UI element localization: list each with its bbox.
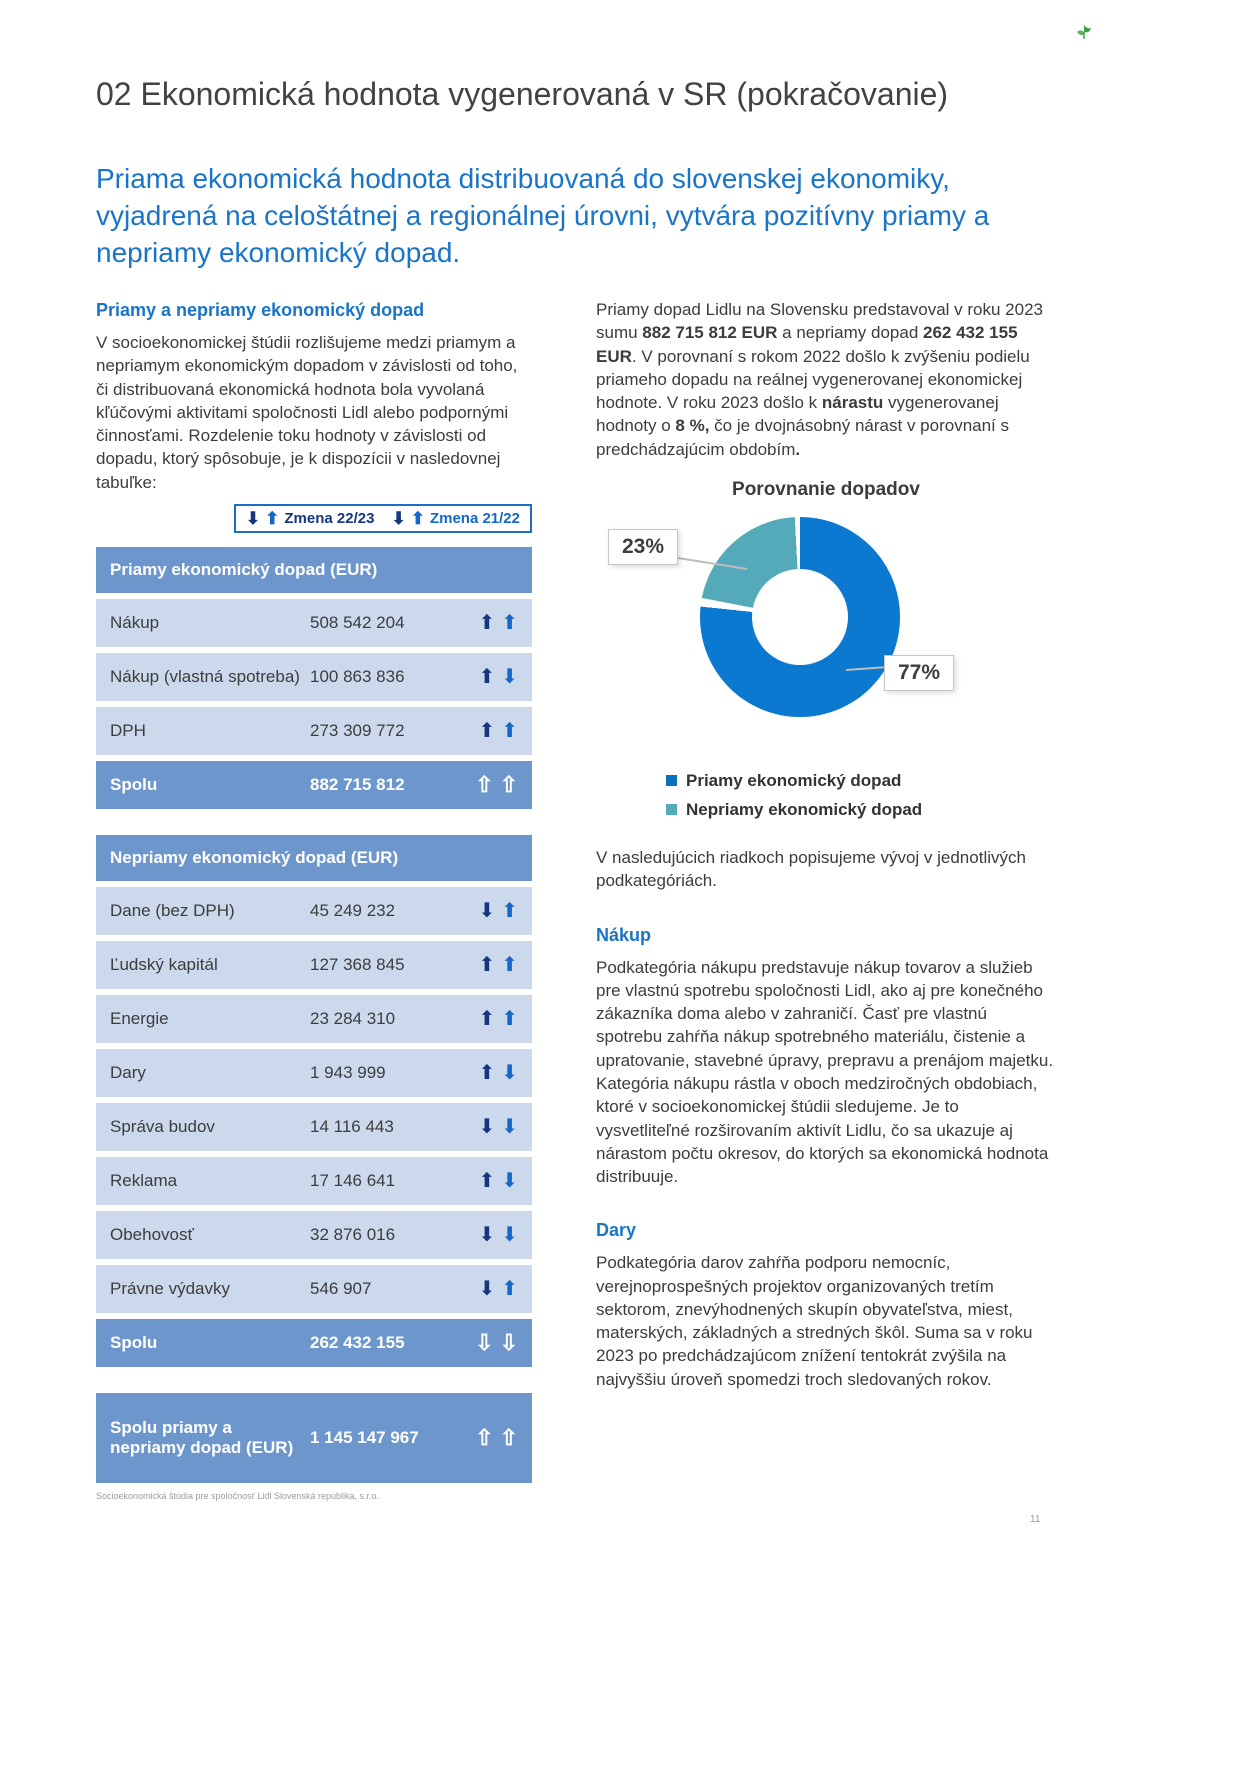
table-row	[96, 887, 532, 935]
row-value: 882 715 812	[310, 774, 405, 794]
change-2223-arrow-icon: ⬆	[478, 1169, 496, 1192]
table-row	[96, 1049, 532, 1097]
legend-label: Priamy ekonomický dopad	[686, 770, 902, 790]
page-title: 02 Ekonomická hodnota vygenerovaná v SR (pokračovanie)	[96, 76, 949, 112]
change-2122-arrow-icon: ⬆	[501, 611, 518, 634]
section-body: V socioekonomickej štúdii rozlišujeme medzi priamym a nepriamym ekonomickým dopadom v závislosti od toho, či distribuovaná ekonomická hodnota bola vyvolaná kľúčovými aktivitami spoločnosti Lidl alebo podpornými činnosťami. Rozdelenie toku hodnoty v závislosti od dopadu, ktorý spôsobuje, je k dispozícii v nasledovnej tabuľke:	[96, 333, 518, 492]
row-value: 1 145 147 967	[310, 1427, 419, 1447]
change-2122-arrow-icon: ⬇	[501, 665, 518, 688]
slice-label-23: 23%	[608, 529, 678, 565]
row-label: Správa budov	[110, 1116, 215, 1136]
dary-paragraph: Podkategória darov zahŕňa podporu nemocníc, verejnoprospešných projektov organizovaných tretím sektorom, znevýhodnených skupín obyvateľstva, miest, materských, základných a stredných škôl. Suma sa v roku 2023 po predchádzajúcom znížení tentokrát zvýšila na najvyššiu úroveň spomedzi troch sledovaných rokov.	[596, 1253, 1033, 1389]
indirect-impact-value: 262 432 155 EUR	[596, 323, 1018, 366]
table-row	[96, 995, 532, 1043]
change-2223-arrow-icon: ⬇	[478, 1223, 496, 1246]
change-2122-arrow-icon: ⇧	[499, 771, 518, 797]
arrow-up-icon: ⬆	[265, 508, 280, 528]
row-label: Spolu	[110, 1332, 158, 1352]
change-2223-arrow-icon: ⇧	[475, 771, 494, 797]
row-value: 1 943 999	[310, 1062, 386, 1082]
row-label: Obehovosť	[110, 1224, 194, 1244]
change-2223-arrow-icon: ⬇	[478, 1277, 496, 1300]
row-label: Energie	[110, 1008, 169, 1028]
legend-item	[666, 800, 1056, 820]
row-value: 45 249 232	[310, 900, 396, 920]
row-value: 273 309 772	[310, 720, 405, 740]
legend-item	[666, 771, 1056, 791]
row-value: 14 116 443	[310, 1116, 394, 1136]
table-total-row	[96, 1319, 532, 1367]
table-row	[96, 707, 532, 755]
change-legend	[234, 504, 532, 533]
legend-swatch-teal-icon	[666, 804, 677, 815]
change-2122-arrow-icon: ⬇	[501, 1061, 518, 1084]
subcategories-intro: V nasledujúcich riadkoch popisujeme vývoj v jednotlivých podkategóriách.	[596, 847, 1026, 891]
chart-legend	[666, 771, 1056, 820]
change-2223-arrow-icon: ⬇	[478, 899, 496, 922]
change-2223-arrow-icon: ⇧	[475, 1424, 494, 1450]
row-value: 127 368 845	[310, 954, 405, 974]
legend-swatch-blue-icon	[666, 775, 677, 786]
donut-area	[596, 507, 1056, 759]
donut-chart	[700, 517, 900, 717]
change-2223-arrow-icon: ⬆	[478, 953, 496, 976]
change-2122-arrow-icon: ⬇	[501, 1115, 518, 1138]
row-label: Nákup	[110, 612, 160, 632]
row-label: Spolu	[110, 774, 158, 794]
table-row	[96, 1157, 532, 1205]
row-label: Spolu priamy a nepriamy dopad (EUR)	[110, 1417, 294, 1457]
impact-comparison-chart	[596, 479, 1056, 820]
change-2122-arrow-icon: ⬇	[501, 1223, 518, 1246]
table-row	[96, 941, 532, 989]
chart-title: Porovnanie dopadov	[732, 478, 920, 500]
change-2122-arrow-icon: ⬇	[501, 1169, 518, 1192]
impact-summary-paragraph	[596, 298, 1056, 461]
grand-total-table	[96, 1393, 532, 1483]
table-total-row	[96, 761, 532, 809]
text-segment: Priamy dopad Lidlu na Slovensku predstavoval v roku 2023 sumu	[596, 300, 1043, 343]
section-heading: Priamy a nepriamy ekonomický dopad	[96, 300, 425, 320]
row-value: 32 876 016	[310, 1224, 396, 1244]
arrow-down-icon: ⬇	[245, 508, 261, 528]
change-2223-arrow-icon: ⇩	[475, 1329, 494, 1355]
direct-impact-table	[96, 547, 532, 809]
table-row	[96, 1211, 532, 1259]
subheading-nakup: Nákup	[596, 924, 652, 945]
lead-statement: Priama ekonomická hodnota distribuovaná do slovenskej ekonomiky, vyjadrená na celoštátnej a regionálnej úrovni, vytvára pozitívny priamy a nepriamy ekonomický dopad.	[96, 163, 990, 269]
row-label: Ľudský kapitál	[110, 954, 218, 974]
right-column	[596, 298, 1056, 1401]
text-segment: čo je dvojnásobný nárast v porovnaní s predchádzajúcim obdobím	[596, 416, 1010, 459]
text-segment: a nepriamy dopad	[777, 323, 923, 343]
change-2223-arrow-icon: ⬆	[478, 719, 496, 742]
legend-label-2223: Zmena 22/23	[284, 509, 375, 527]
text-segment-bold: nárastu	[821, 393, 884, 413]
source-footnote: Socioekonomická štúdia pre spoločnosť Lidl Slovenská republika, s.r.o.	[96, 1490, 380, 1501]
legend-label-2122: Zmena 21/22	[429, 509, 520, 527]
change-2122-arrow-icon: ⇧	[499, 1424, 518, 1450]
table-header: Priamy ekonomický dopad (EUR)	[96, 547, 532, 593]
table-header: Nepriamy ekonomický dopad (EUR)	[96, 835, 532, 881]
direct-impact-value: 882 715 812 EUR	[642, 323, 778, 343]
row-label: Nákup (vlastná spotreba)	[110, 666, 300, 686]
change-2122-arrow-icon: ⬆	[501, 899, 518, 922]
nakup-paragraph: Podkategória nákupu predstavuje nákup tovarov a služieb pre vlastnú spotrebu spoločnosti Lidl, ako aj pre konečného zákazníka doma alebo v zahraničí. Časť pre vlastnú spotrebu zahŕňa nákup spotrebného materiálu, čistenie a upratovanie, stavebné úpravy, prepravu a prenájom majetku. Kategória nákupu rástla v oboch medziročných obdobiach, ktoré v socioekonomickej štúdii sledujeme. Je to vysvetliteľné rozširovaním aktivít Lidlu, čo sa ukazuje aj nárastom počtu okresov, do ktorých sa ekonomická hodnota distribuuje.	[596, 957, 1054, 1187]
table-row	[96, 599, 532, 647]
arrow-down-icon: ⬇	[391, 508, 406, 528]
row-value: 546 907	[310, 1278, 372, 1298]
text-segment: vygenerovanej hodnoty o	[596, 393, 999, 436]
change-2223-arrow-icon: ⬇	[478, 1115, 496, 1138]
change-2122-arrow-icon: ⬆	[501, 1277, 518, 1300]
row-label: Právne výdavky	[110, 1278, 230, 1298]
subheading-dary: Dary	[596, 1220, 637, 1241]
page-number: 11	[1030, 1514, 1041, 1525]
table-row	[96, 1103, 532, 1151]
row-value: 508 542 204	[310, 612, 405, 632]
text-segment-bold: .	[795, 439, 801, 459]
change-2223-arrow-icon: ⬆	[478, 665, 496, 688]
row-value: 262 432 155	[310, 1332, 405, 1352]
slice-label-77: 77%	[884, 655, 954, 691]
indirect-impact-table	[96, 835, 532, 1367]
row-value: 17 146 641	[310, 1170, 396, 1190]
table-row	[96, 1265, 532, 1313]
change-2223-arrow-icon: ⬆	[478, 611, 496, 634]
table-row	[96, 653, 532, 701]
grand-total-row	[96, 1393, 532, 1483]
legend-label: Nepriamy ekonomický dopad	[686, 799, 923, 819]
change-2122-arrow-icon: ⬆	[501, 1007, 518, 1030]
arrow-up-icon: ⬆	[410, 508, 425, 528]
growth-percent: 8 %,	[675, 416, 710, 436]
change-2223-arrow-icon: ⬆	[478, 1007, 496, 1030]
left-column	[96, 300, 532, 1501]
row-label: Dary	[110, 1062, 146, 1082]
row-label: Reklama	[110, 1170, 178, 1190]
row-value: 23 284 310	[310, 1008, 396, 1028]
text-segment: . V porovnaní s rokom 2022 došlo k zvýšeniu podielu priameho dopadu na reálnej vygenerovanej ekonomickej hodnote. V roku 2023 došlo k	[596, 346, 1030, 413]
change-2122-arrow-icon: ⬆	[501, 719, 518, 742]
row-value: 100 863 836	[310, 666, 405, 686]
change-2122-arrow-icon: ⬆	[501, 953, 518, 976]
eco-logo-icon	[1076, 24, 1092, 40]
change-2223-arrow-icon: ⬆	[478, 1061, 496, 1084]
change-2122-arrow-icon: ⇩	[499, 1329, 518, 1355]
row-label: Dane (bez DPH)	[110, 900, 235, 920]
row-label: DPH	[110, 720, 146, 740]
